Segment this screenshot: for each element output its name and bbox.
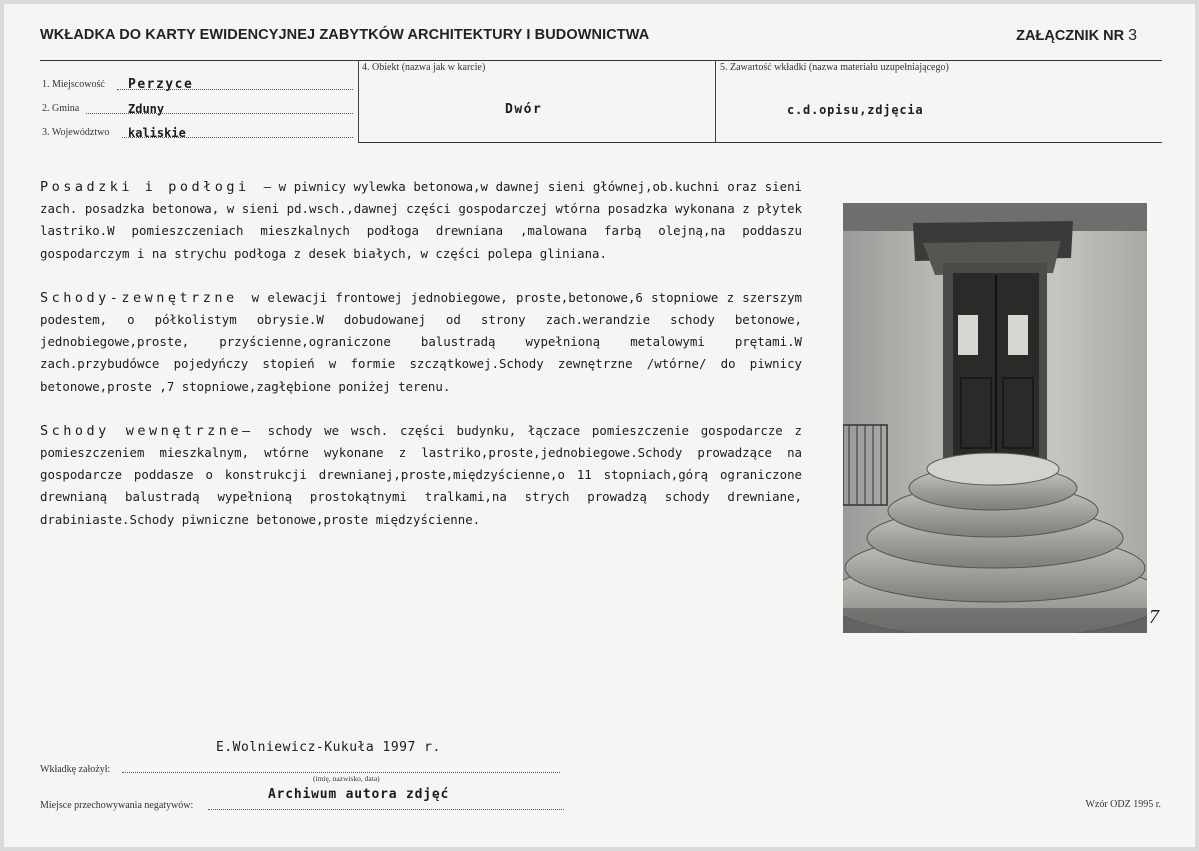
wojewodztwo-label: 3. Województwo	[42, 127, 110, 138]
negatywy-value: Archiwum autora zdjęć	[268, 787, 450, 802]
floors-paragraph	[40, 176, 802, 265]
internal-stairs-heading: Schody wewnętrzne–	[40, 422, 254, 439]
form-title: WKŁADKA DO KARTY EWIDENCYJNEJ ZABYTKÓW ARCHITEKTURY I BUDOWNICTWA	[40, 27, 650, 43]
floors-text: – w piwnicy wylewka betonowa,w dawnej sieni głównej,ob.kuchni oraz sieni zach. posadzka betonowa, w sieni pd.wsch.,dawnej części gospodarczej wtórna posadzka wykonana z płytek lastriko.W pomieszczeniach mieszkalnych podłoga drewniana ,malowana farbą olejną,na poddaszu gospodarczym i na strychu podłoga z desek białych, w części polepa gliniana.	[40, 179, 802, 261]
zawartosc-label: 5. Zawartość wkładki (nazwa materiału uzupełniającego)	[720, 62, 949, 73]
gmina-dotted-line	[86, 113, 353, 114]
zawartosc-value: c.d.opisu,zdjęcia	[787, 103, 924, 117]
form-template-label: Wzór ODZ 1995 r.	[1085, 799, 1161, 810]
field-box-divider-2	[715, 60, 716, 142]
description-text	[40, 176, 802, 553]
floors-heading: Posadzki i podłogi	[40, 179, 250, 195]
external-stairs-paragraph	[40, 287, 802, 398]
obiekt-label: 4. Obiekt (nazwa jak w karcie)	[362, 62, 486, 73]
gmina-label: 2. Gmina	[42, 103, 80, 114]
internal-stairs-paragraph	[40, 420, 802, 531]
zalozyl-label: Wkładkę założył:	[40, 764, 111, 775]
miejscowosc-value: Perzyce	[128, 77, 194, 92]
obiekt-value: Dwór	[505, 102, 543, 117]
field-box-bottom-line	[358, 142, 1162, 143]
miejscowosc-label: 1. Miejscowość	[42, 79, 105, 90]
entrance-photo	[843, 203, 1147, 633]
gmina-value: Zduny	[128, 102, 165, 116]
zalozyl-sub-label: (imię, nazwisko, data)	[313, 774, 380, 783]
photo-number: 7	[1149, 606, 1159, 628]
annex-number: 3	[1128, 27, 1137, 44]
external-stairs-heading: Schody-zewnętrzne	[40, 289, 238, 306]
internal-stairs-text: schody we wsch. części budynku, łączace pomieszczenie gospodarcze z pomieszczeniem mieszkalnym, wtórne wykonane z lastriko,proste,jednobiegowe.Schody prowadzące na gospodarcze poddasze o konstrukcji drewnianej,proste,międzyścienne,o 11 stopniach,górą ograniczone drewnianą balustradą wypełnioną prostokątnymi tralkami,na strych prowadzą schody drewniane, drabiniaste.Schody piwniczne betonowe,proste międzyścienne.	[40, 422, 802, 527]
author-value: E.Wolniewicz-Kukuła 1997 r.	[216, 740, 441, 755]
annex-label-text: ZAŁĄCZNIK NR	[1016, 28, 1125, 44]
wojewodztwo-value: kaliskie	[128, 126, 186, 140]
negatywy-label: Miejsce przechowywania negatywów:	[40, 800, 194, 811]
field-box-divider-1	[358, 60, 359, 142]
external-stairs-text: w elewacji frontowej jednobiegowe, proste,betonowe,6 stopniowe z szerszym podestem, o półkolistym obrysie.W dobudowanej od strony zach.werandzie schody betonowe, jednobiegowe,proste, przyścienne,ograniczone balustradą wypełnioną metalowymi prętami.W zach.przybudówce pojedyńczy stopień w formie szczątkowej.Schody zewnętrzne /wtórne/ do piwnicy betonowe,proste ,7 stopniowe,zagłębione poniżej terenu.	[40, 289, 802, 394]
negatywy-dotted-line	[208, 809, 564, 810]
zalozyl-dotted-line	[122, 772, 560, 773]
field-box-top-line	[40, 60, 1162, 61]
annex-label	[1016, 27, 1137, 45]
entrance-photo-image	[843, 203, 1147, 633]
